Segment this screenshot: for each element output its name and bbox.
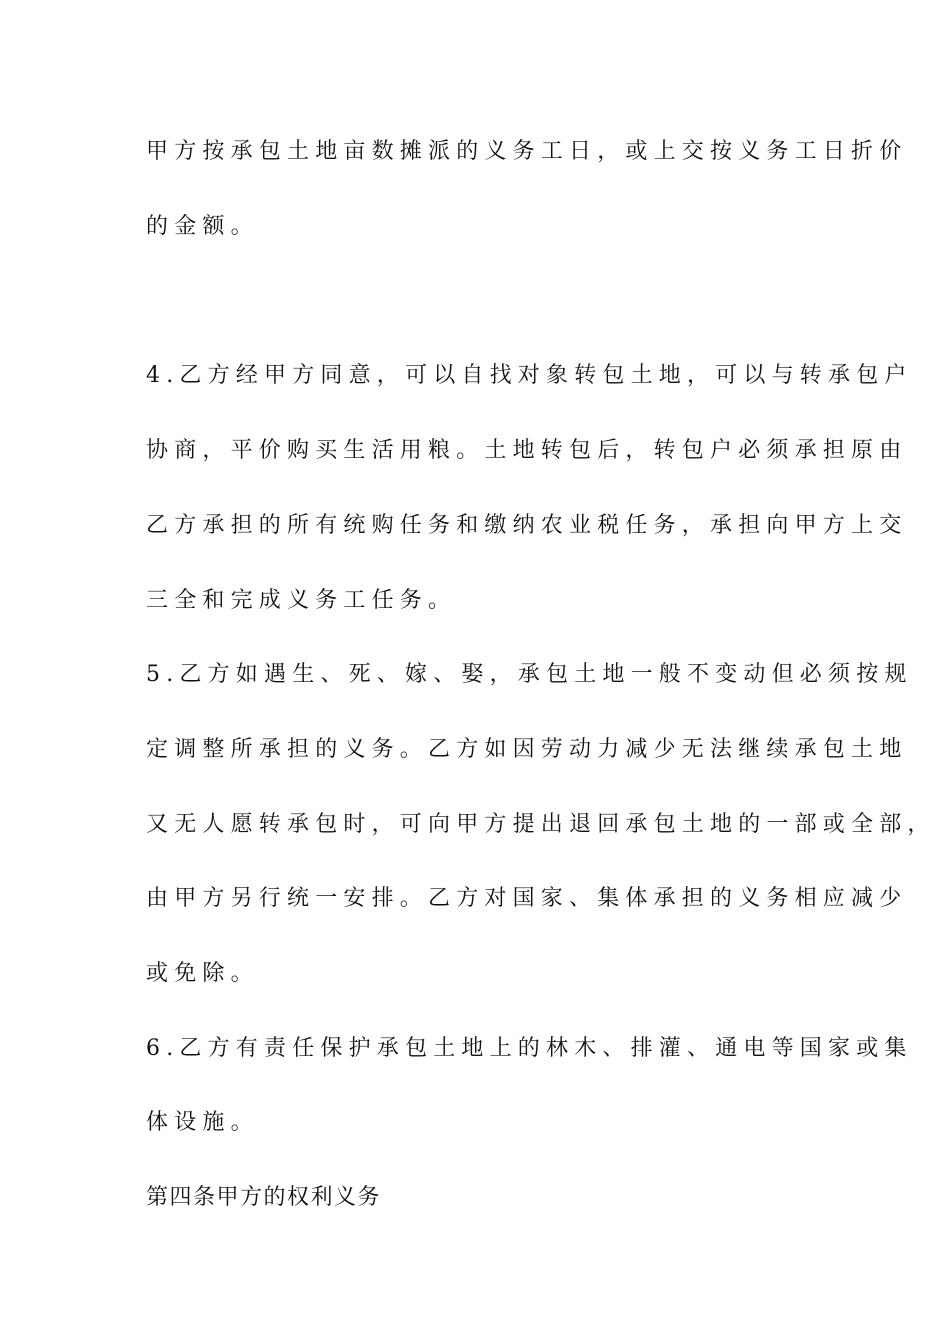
paragraph-line: 4.乙方经甲方同意，可以自找对象转包土地，可以与转承包户 [146,363,913,388]
paragraph-line: 又无人愿转承包时，可向甲方提出退回承包土地的一部或全部， [146,812,936,837]
paragraph-line: 或免除。 [146,961,259,986]
paragraph-line: 的金额。 [146,214,259,239]
paragraph-line: 三全和完成义务工任务。 [146,588,457,613]
paragraph-line: 甲方按承包土地亩数摊派的义务工日，或上交按义务工日折价 [146,139,908,164]
paragraph-line: 乙方承担的所有统购任务和缴纳农业税任务，承担向甲方上交 [146,513,908,538]
paragraph-line: 6.乙方有责任保护承包土地上的林木、排灌、通电等国家或集 [146,1036,913,1061]
paragraph-line: 协商，平价购买生活用粮。土地转包后，转包户必须承担原由 [146,438,908,463]
paragraph-line: 由甲方另行统一安排。乙方对国家、集体承担的义务相应减少 [146,886,908,911]
paragraph-line: 定调整所承担的义务。乙方如因劳动力减少无法继续承包土地 [146,737,908,762]
paragraph-line: 5.乙方如遇生、死、嫁、娶，承包土地一般不变动但必须按规 [146,662,913,687]
paragraph-line: 体设施。 [146,1110,259,1135]
section-heading: 第四条甲方的权利义务 [146,1185,382,1210]
